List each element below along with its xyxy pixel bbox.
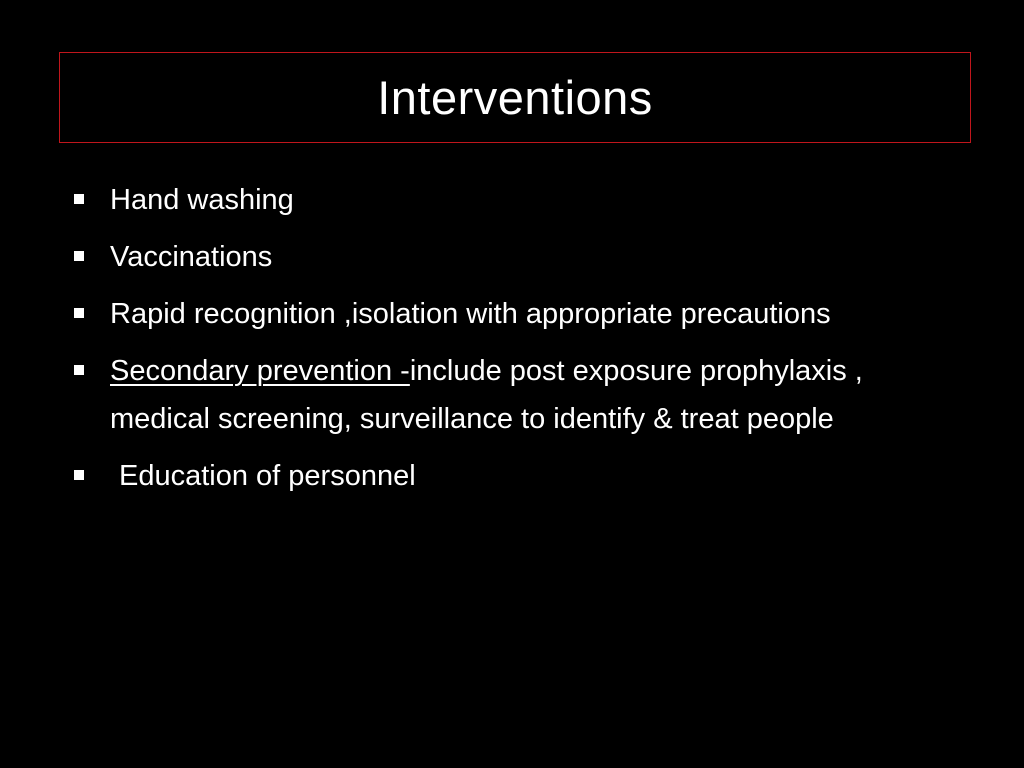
bullet-item xyxy=(72,347,892,443)
bullet-underlined-text: Secondary prevention - xyxy=(110,355,410,387)
bullet-text: Education of personnel xyxy=(119,460,416,492)
bullet-list xyxy=(72,176,892,509)
bullet-text: include post exposure prophylaxis , medical screening, surveillance to identify & treat people xyxy=(110,355,863,435)
square-bullet-icon xyxy=(74,194,84,204)
square-bullet-icon xyxy=(74,365,84,375)
bullet-item xyxy=(72,452,892,500)
slide-title: Interventions xyxy=(377,71,653,124)
bullet-item xyxy=(72,233,892,281)
bullet-item xyxy=(72,176,892,224)
bullet-text: Vaccinations xyxy=(110,241,273,273)
bullet-text: Hand washing xyxy=(110,184,294,216)
bullet-text: Rapid recognition ,isolation with appropriate precautions xyxy=(110,298,831,330)
square-bullet-icon xyxy=(74,308,84,318)
bullet-item xyxy=(72,290,892,338)
square-bullet-icon xyxy=(74,470,84,480)
square-bullet-icon xyxy=(74,251,84,261)
title-box xyxy=(59,52,971,143)
